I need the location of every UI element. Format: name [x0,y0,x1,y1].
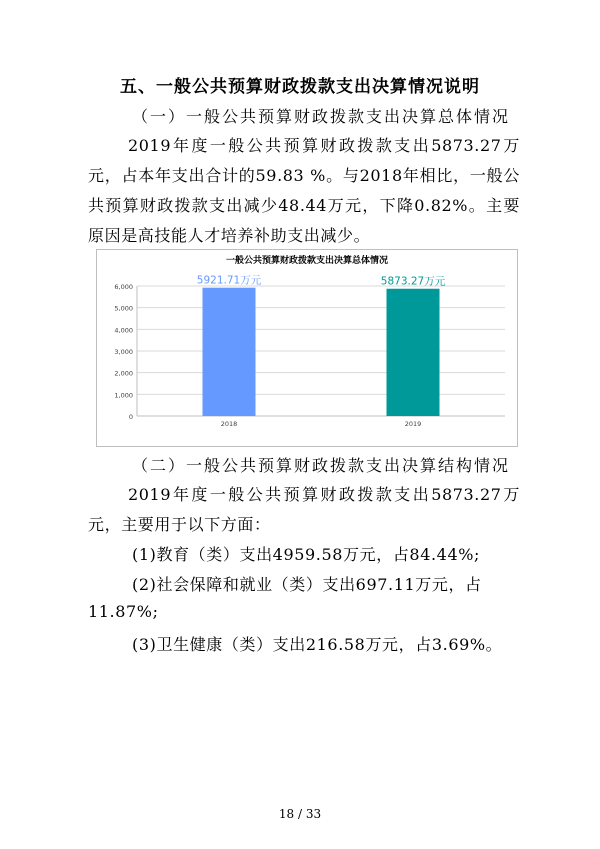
y-tick-label: 5,000 [114,304,133,313]
y-tick-label: 0 [128,413,133,421]
chart-plot [97,250,517,446]
item-health: (3)卫生健康（类）支出216.58万元，占3.69%。 [132,635,503,654]
section-heading: 五、一般公共预算财政拨款支出决算情况说明 [120,77,480,97]
chart-title: 一般公共预算财政拨款支出决算总体情况 [225,256,388,266]
bar-2019 [387,289,440,416]
y-tick-label: 6,000 [114,283,133,291]
bar-2018 [203,288,256,416]
y-tick-label: 3,000 [114,348,133,356]
item-education: (1)教育（类）支出4959.58万元，占84.44%; [132,545,481,564]
data-label-2018: 5921.71万元 [196,274,262,287]
subheading-structure: （二）一般公共预算财政拨款支出决算结构情况 [132,456,511,475]
x-tick-label: 2019 [404,420,422,428]
overall-paragraph: 2019年度一般公共预算财政拨款支出5873.27万元，占本年支出合计的59.83 %。与2018年相比，一般公共预算财政拨款支出减少48.44万元，下降0.82%。主要原因是高技能人才培养补助支出减少。 [88,136,520,245]
item-social-security-line1: (2)社会保障和就业（类）支出697.11万元，占 [132,575,482,594]
y-tick-label: 4,000 [114,326,133,335]
item-social-security-line2: 11.87%; [88,602,159,621]
y-tick-label: 2,000 [114,369,133,378]
x-tick-label: 2018 [220,420,238,428]
structure-paragraph: 2019年度一般公共预算财政拨款支出5873.27万元，主要用于以下方面： [88,485,520,534]
page-number: 18 / 33 [278,807,322,821]
bar-chart [96,249,518,447]
data-label-2019: 5873.27万元 [380,275,446,288]
y-tick-label: 1,000 [114,391,133,400]
subheading-overall: （一）一般公共预算财政拨款支出决算总体情况 [132,107,511,126]
